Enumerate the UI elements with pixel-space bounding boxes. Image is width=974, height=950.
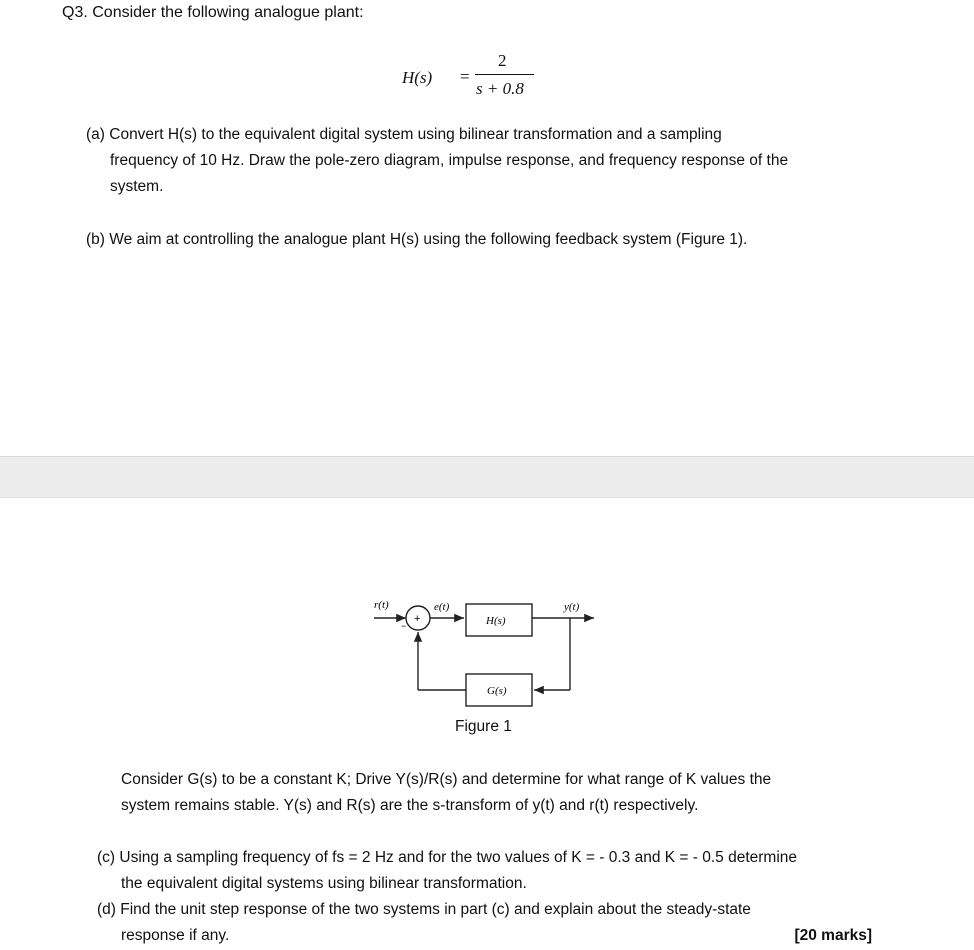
part-a: [86, 122, 788, 200]
part-b-line: (b) We aim at controlling the analogue plant H(s) using the following feedback system (Figure 1).: [86, 231, 748, 248]
part-d-line-1: (d) Find the unit step response of the two systems in part (c) and explain about the steady-state: [97, 901, 751, 918]
marks-label: [20 marks]: [794, 927, 872, 944]
feedback-sign: −: [401, 621, 407, 631]
part-a-line-2: frequency of 10 Hz. Draw the pole-zero diagram, impulse response, and frequency response of the: [110, 152, 789, 169]
plant-block-label: H(s): [486, 615, 506, 627]
input-label: r(t): [374, 599, 389, 611]
equation-lhs: H(s): [402, 68, 433, 87]
equation-numerator: 2: [498, 51, 507, 70]
part-a-line-1: (a) Convert H(s) to the equivalent digital system using bilinear transformation and a sampling: [86, 126, 722, 143]
fraction-bar: [475, 74, 534, 75]
feedback-block-diagram: [368, 594, 608, 714]
equation-denominator: s + 0.8: [476, 79, 524, 98]
equation-equals: =: [460, 67, 470, 86]
page-break: [0, 456, 974, 498]
consider-line-2: system remains stable. Y(s) and R(s) are the s-transform of y(t) and r(t) respectively.: [121, 797, 699, 814]
part-b: [86, 227, 747, 253]
part-c-line-1: (c) Using a sampling frequency of fs = 2 Hz and for the two values of K = - 0.3 and K = - 0.5 determine: [97, 849, 798, 866]
question-heading: Q3. Consider the following analogue plant:: [62, 4, 364, 21]
consider-line-1: Consider G(s) to be a constant K; Drive Y(s)/R(s) and determine for what range of K values the: [121, 771, 772, 788]
part-a-line-3: system.: [110, 178, 164, 195]
controller-block-label: G(s): [487, 685, 507, 697]
plant-equation: [402, 50, 542, 100]
part-d-line-2: response if any.: [121, 927, 230, 944]
figure-caption: Figure 1: [455, 718, 512, 735]
error-label: e(t): [434, 601, 450, 613]
part-c: [97, 845, 797, 897]
sum-sign: +: [414, 613, 421, 625]
part-c-line-2: the equivalent digital systems using bilinear transformation.: [121, 875, 527, 892]
output-label: y(t): [564, 601, 580, 613]
consider-paragraph: [121, 767, 771, 819]
part-d: [97, 897, 751, 949]
